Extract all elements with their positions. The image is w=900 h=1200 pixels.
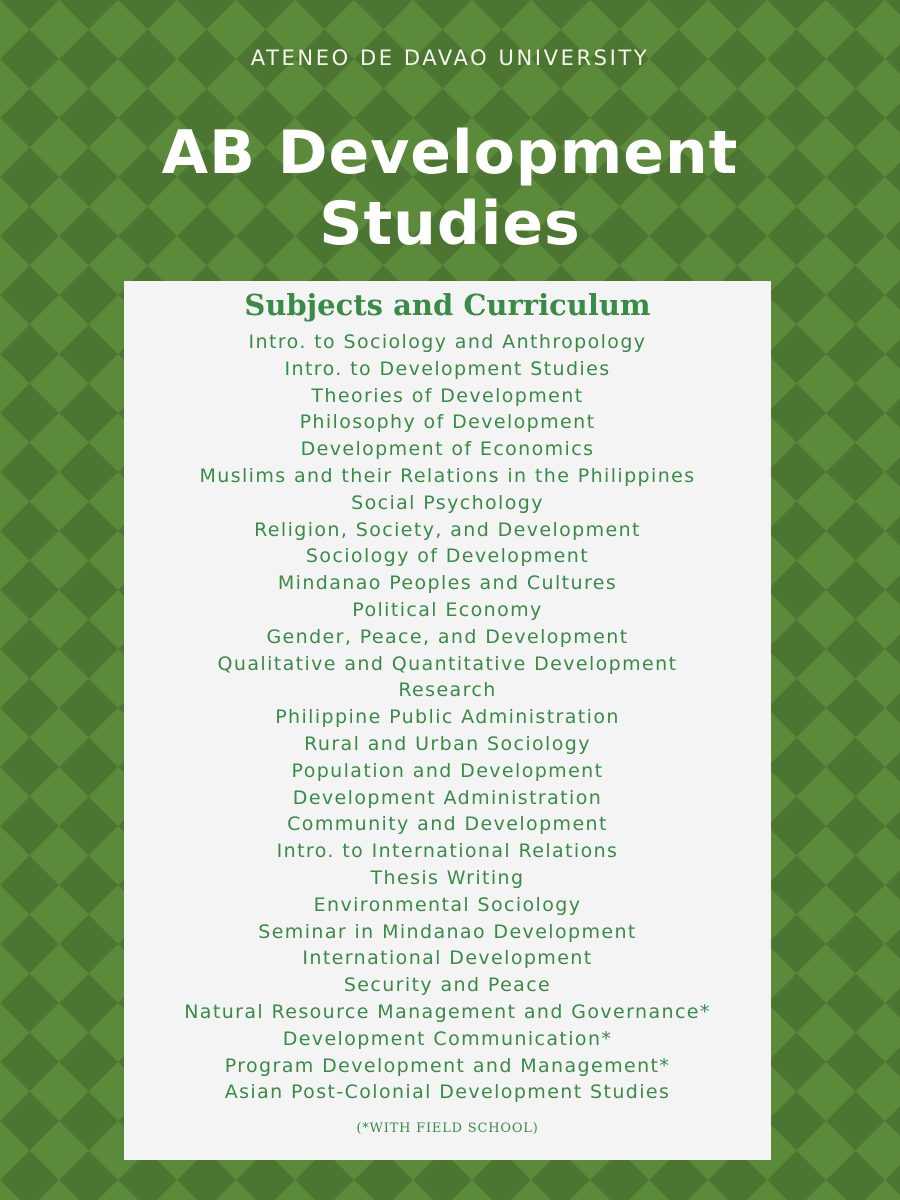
curriculum-heading: Subjects and Curriculum <box>244 288 651 322</box>
subject-item: Sociology of Development <box>305 545 590 568</box>
subject-item: Research <box>398 679 497 702</box>
subject-item: Muslims and their Relations in the Philippines <box>199 464 696 487</box>
subject-item: Seminar in Mindanao Development <box>258 920 637 943</box>
subject-item: Gender, Peace, and Development <box>266 625 629 648</box>
subject-item: Philosophy of Development <box>299 411 596 434</box>
subject-item: Qualitative and Quantitative Development <box>217 652 678 675</box>
subject-item: Natural Resource Management and Governance* <box>184 1000 711 1023</box>
subject-item: Environmental Sociology <box>313 893 582 916</box>
subject-item: Thesis Writing <box>370 866 525 889</box>
subject-item: Intro. to Sociology and Anthropology <box>248 331 647 353</box>
university-name: ATENEO DE DAVAO UNIVERSITY <box>250 46 650 70</box>
subject-item: Security and Peace <box>343 974 552 997</box>
subject-item: Community and Development <box>287 813 608 836</box>
subject-item: Rural and Urban Sociology <box>304 732 591 755</box>
subject-item: Intro. to Development Studies <box>284 357 611 380</box>
subject-item: Intro. to International Relations <box>276 840 619 863</box>
subject-item: Development Communication* <box>282 1027 613 1050</box>
subject-item: Mindanao Peoples and Cultures <box>277 572 618 595</box>
subject-item: Program Development and Management* <box>224 1054 671 1077</box>
subject-item: Asian Post-Colonial Development Studies <box>224 1081 671 1104</box>
curriculum-card <box>124 281 771 1160</box>
subject-item: International Development <box>302 947 593 970</box>
subject-item: Development of Economics <box>300 438 595 461</box>
subject-item: Philippine Public Administration <box>275 706 620 729</box>
field-school-footnote: (*WITH FIELD SCHOOL) <box>356 1121 539 1136</box>
subject-list <box>124 329 771 1106</box>
subject-item: Population and Development <box>291 759 604 782</box>
subject-item: Political Economy <box>352 598 543 621</box>
program-title-line-1: AB Development <box>161 118 739 188</box>
subject-item: Development Administration <box>292 786 603 809</box>
subject-item: Social Psychology <box>351 491 544 514</box>
program-title-line-2: Studies <box>319 189 581 259</box>
subject-item: Theories of Development <box>311 384 584 407</box>
subject-item: Religion, Society, and Development <box>254 518 641 541</box>
